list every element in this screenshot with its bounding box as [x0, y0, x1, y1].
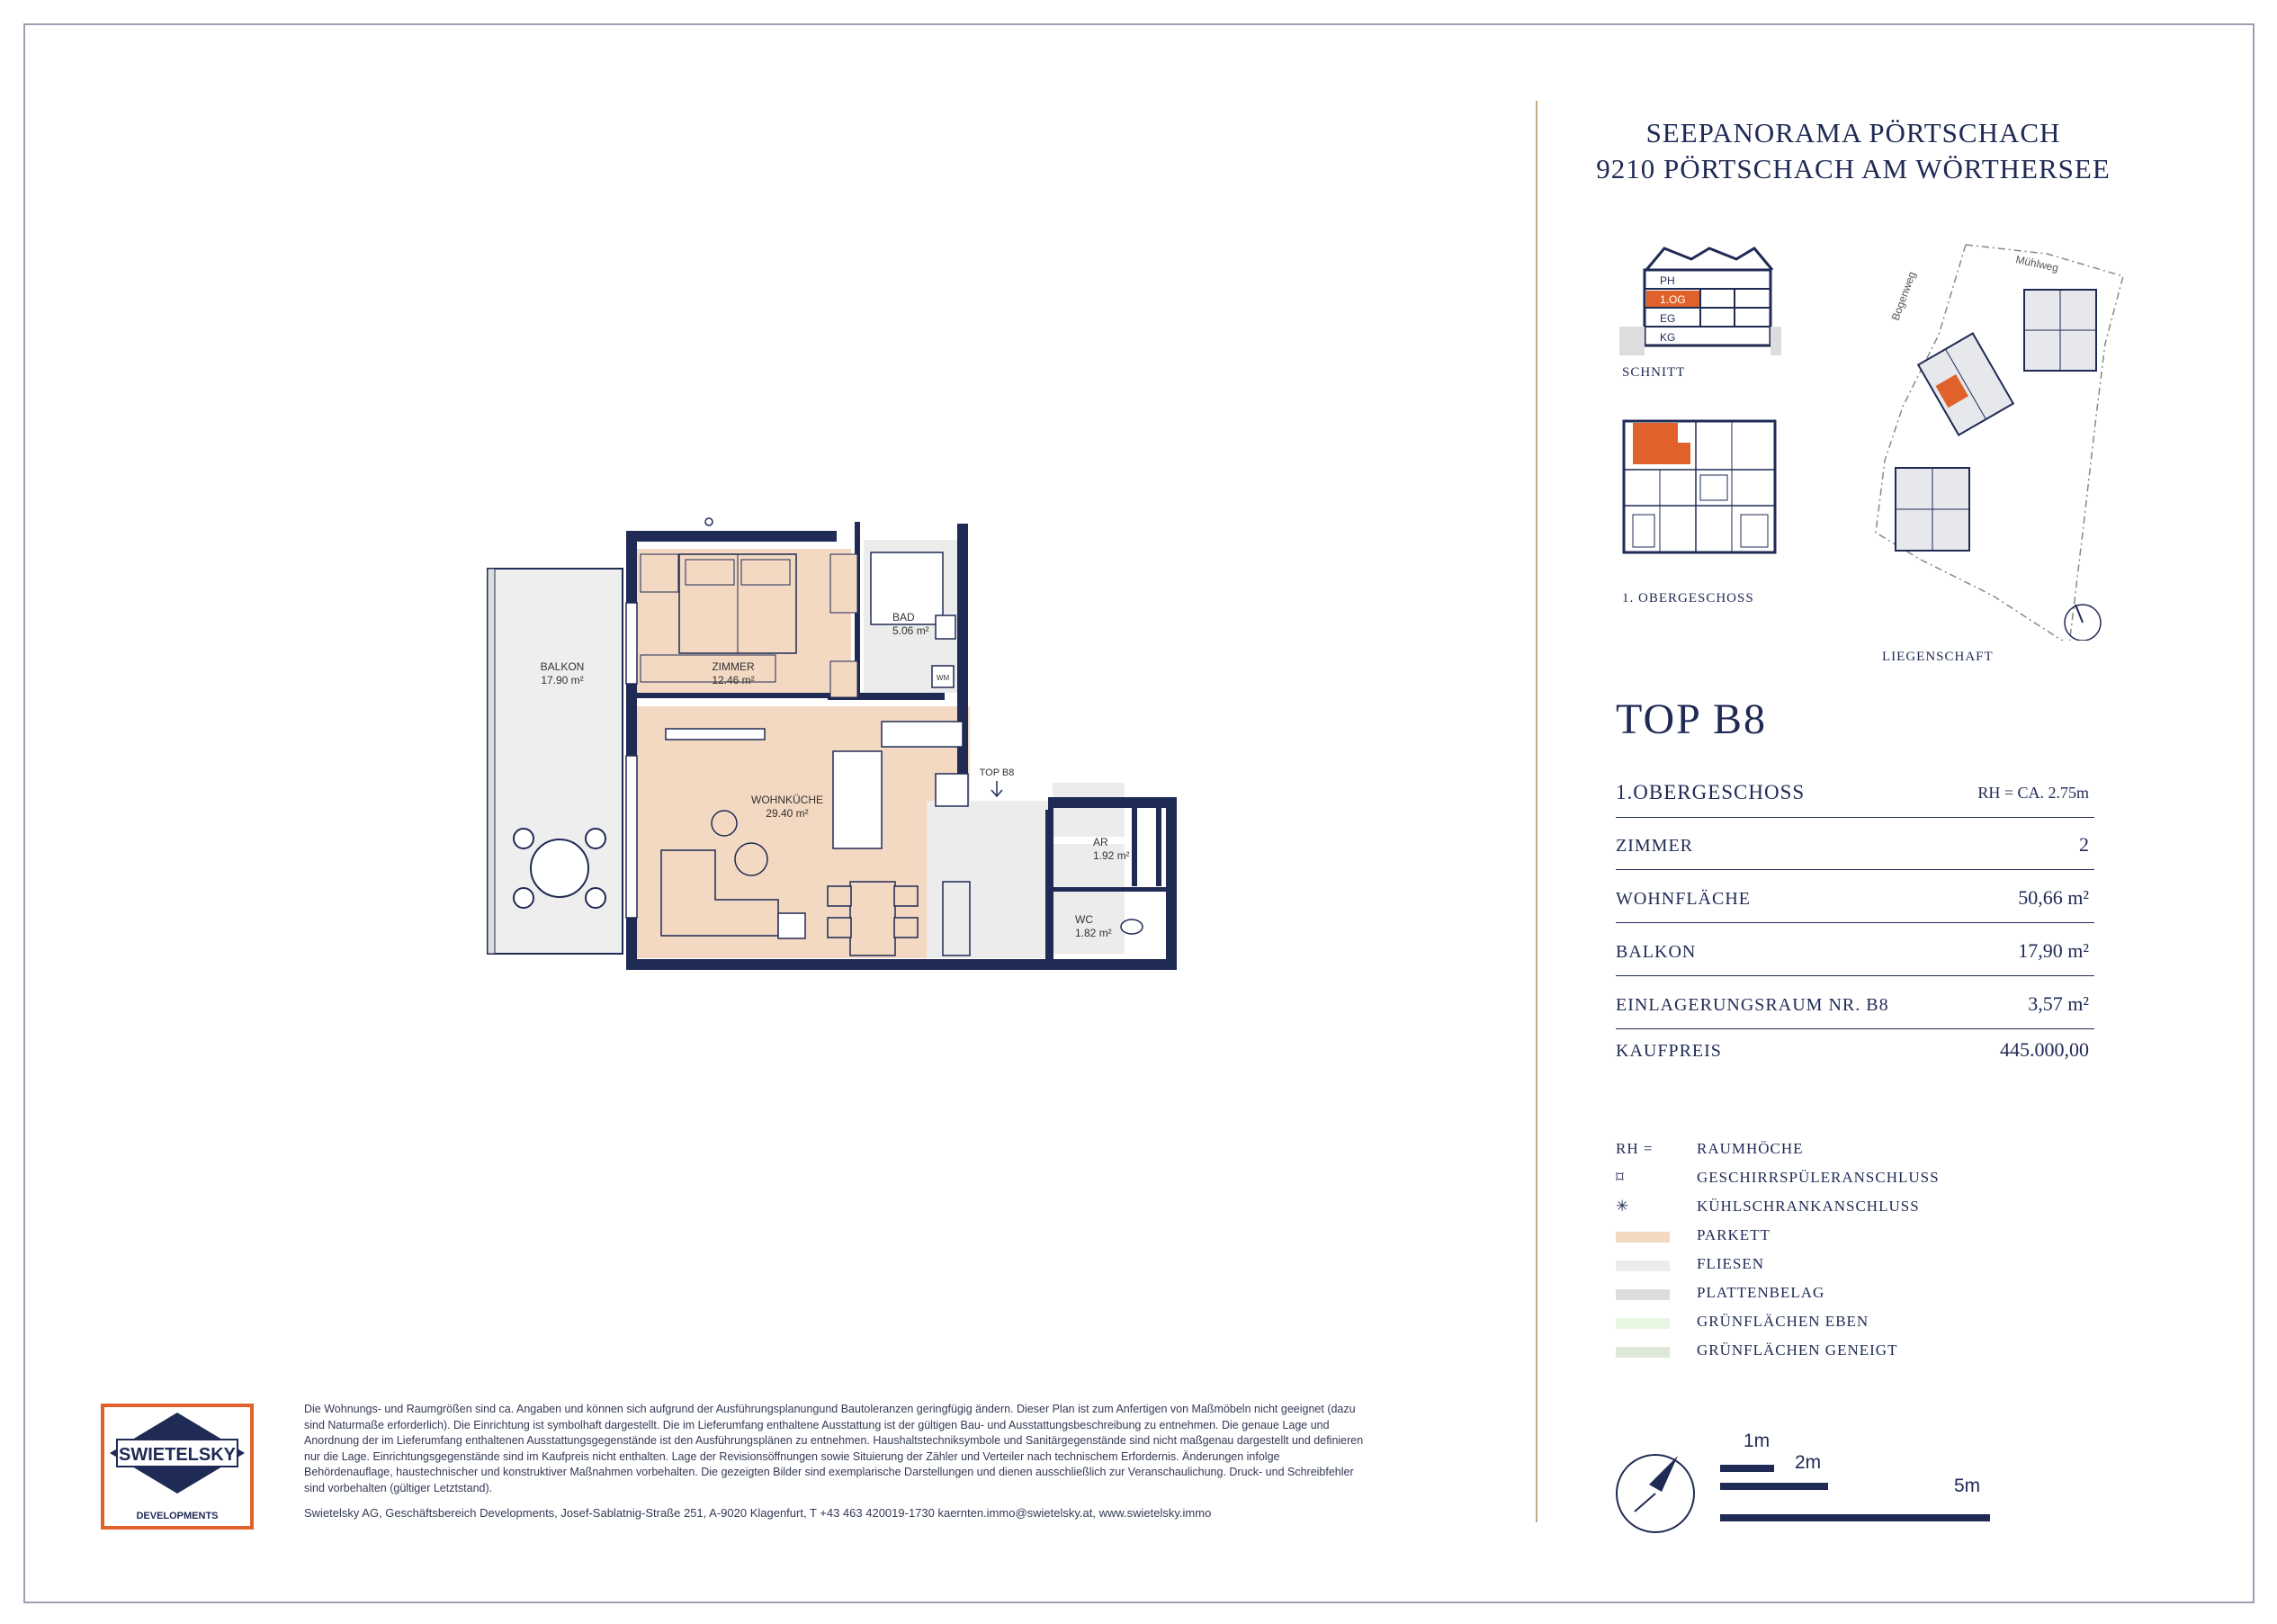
washer-label: WM [936, 674, 950, 682]
unit-row [1616, 817, 2094, 870]
fridge-icon: ✳ [1616, 1198, 1630, 1215]
room-ar-name: AR [1093, 836, 1108, 848]
room-balkon-area: 17.90 m² [541, 674, 584, 686]
logo-subtext: DEVELOPMENTS [136, 1511, 219, 1521]
room-wohnkueche-area: 29.40 m² [766, 807, 809, 820]
row-label: ZIMMER [1616, 836, 1693, 856]
parkett-swatch [1616, 1232, 1670, 1243]
legend-label: KÜHLSCHRANKANSCHLUSS [1697, 1198, 1920, 1215]
project-name: SEEPANORAMA PÖRTSCHACH [1645, 117, 2061, 148]
gruen-eben-swatch [1616, 1318, 1670, 1329]
scale-bar [1720, 1462, 1990, 1525]
street-muehlweg: Mühlweg [2014, 253, 2060, 274]
unit-floor-row [1616, 765, 2094, 818]
row-value: 3,57 m² [2028, 992, 2089, 1015]
legend-label: PLATTENBELAG [1697, 1284, 1825, 1301]
row-value: 50,66 m² [2018, 886, 2089, 909]
project-address: 9210 PÖRTSCHACH AM WÖRTHERSEE [1596, 153, 2111, 184]
fliesen-swatch [1616, 1261, 1670, 1271]
row-value: 445.000,00 [2000, 1038, 2089, 1061]
room-height: RH = CA. 2.75m [1977, 784, 2089, 802]
room-zimmer-area: 12.46 m² [712, 674, 755, 686]
row-label: BALKON [1616, 942, 1697, 962]
entrance-label: TOP B8 [979, 767, 1015, 778]
legend-rh-key: RH = [1616, 1140, 1654, 1157]
disclaimer: Die Wohnungs- und Raumgrößen sind ca. Angaben und können sich aufgrund der Ausführungsplanungund Bautoleranzen geringfügig ändern. Dieser Plan ist zum Anfertigen von Maßmöbeln nicht geeignet (dazu sind Naturmaße erforderlich). Die Einrichtung ist symbolhaft dargestellt. Die im Lieferumfang enthaltene Ausstattung ist der gültigen Bau- und Ausstattungsbeschreibung zu entnehmen. Die genaue Lage und Anordnung der im Lieferumfang enthaltenen Ausstattungsgegenstände ist den Ausführungsplänen zu entnehmen. Haushaltstechniksymbole und Sanitärgegenstände sind nicht maßgenau dargestellt und definieren nur die Lage. Einrichtungsgegenstände sind im Kaufpreis nicht enthalten. Lage der Revisionsöffnungen sowie Situierung der Zähler und Verteiler nach technischem Erfordernis. Änderungen infolge Behördenauflage, haustechnischer und konstruktiver Maßnahmen vorbehalten. Die gezeigten Bilder sind exemplarische Darstellungen und dienen ausschließlich zur Veranschaulichung. Druck- und Schreibfehler sind vorbehalten (gültiger Letztstand). [304, 1403, 1364, 1494]
unit-row [1616, 870, 2094, 923]
row-value: 17,90 m² [2018, 939, 2089, 962]
legend-item [1616, 1340, 2120, 1368]
column-divider [1536, 101, 1537, 1522]
table-round [531, 839, 588, 897]
level-1og: 1.OG [1660, 293, 1686, 306]
legend-item [1616, 1311, 2120, 1340]
level-eg: EG [1660, 312, 1676, 325]
unit-floor: 1.OBERGESCHOSS [1616, 781, 1806, 803]
legend-rh-value: RAUMHÖCHE [1697, 1140, 1804, 1157]
room-zimmer-name: ZIMMER [712, 660, 755, 673]
street-bogenweg: Bogenweg [1888, 269, 1919, 323]
room-ar-area: 1.92 m² [1093, 849, 1130, 862]
legend-item [1616, 1167, 2120, 1196]
legend-item [1616, 1225, 2120, 1253]
project-title [1583, 115, 2123, 187]
room-wohnkueche-name: WOHNKÜCHE [751, 794, 823, 806]
row-label: KAUFPREIS [1616, 1041, 1722, 1061]
room-balkon-name: BALKON [540, 660, 585, 673]
row-value: 2 [2079, 833, 2089, 856]
unit-title: TOP B8 [1616, 695, 1768, 743]
unit-row [1616, 1022, 2094, 1074]
legend-label: GRÜNFLÄCHEN GENEIGT [1697, 1341, 1898, 1359]
floor-key-plan [1615, 416, 1781, 560]
plattenbelag-swatch [1616, 1289, 1670, 1300]
legend-label: GRÜNFLÄCHEN EBEN [1697, 1313, 1869, 1330]
dishwasher-icon: ⌑ [1616, 1169, 1625, 1186]
room-bad-area: 5.06 m² [892, 624, 929, 637]
unit-row [1616, 923, 2094, 976]
row-label: EINLAGERUNGSRAUM NR. B8 [1616, 995, 1889, 1015]
level-kg: KG [1660, 331, 1676, 344]
section-diagram [1619, 241, 1781, 358]
room-wc-name: WC [1075, 913, 1093, 926]
legend-item [1616, 1196, 2120, 1225]
section-caption: SCHNITT [1622, 365, 1686, 380]
floor-plan [477, 504, 1188, 972]
legend-item [1616, 1138, 2120, 1167]
scale-5m: 5m [1954, 1476, 1981, 1496]
logo-text: SWIETELSKY [118, 1445, 237, 1465]
room-bad-name: BAD [892, 611, 915, 624]
level-ph: PH [1660, 274, 1675, 287]
north-arrow [1615, 1449, 1705, 1539]
floor-caption: 1. OBERGESCHOSS [1622, 591, 1754, 606]
gruen-geneigt-swatch [1616, 1347, 1670, 1358]
company-address: Swietelsky AG, Geschäftsbereich Developments, Josef-Sablatnig-Straße 251, A-9020 Klagenfurt, T +43 463 420019-1730 kaernten.immo@swietelsky.at, www.swietelsky.immo [304, 1506, 1212, 1520]
room-wc-area: 1.82 m² [1075, 927, 1112, 939]
legend-label: GESCHIRRSPÜLERANSCHLUSS [1697, 1169, 1940, 1186]
legend-item [1616, 1253, 2120, 1282]
scale-2m: 2m [1795, 1452, 1822, 1473]
row-label: WOHNFLÄCHE [1616, 889, 1751, 909]
scale-1m: 1m [1744, 1431, 1771, 1451]
site-caption: LIEGENSCHAFT [1882, 650, 1994, 664]
legend-label: FLIESEN [1697, 1255, 1764, 1272]
legend-item [1616, 1282, 2120, 1311]
legend-label: PARKETT [1697, 1226, 1771, 1243]
company-logo [101, 1404, 254, 1530]
site-plan [1867, 236, 2137, 641]
